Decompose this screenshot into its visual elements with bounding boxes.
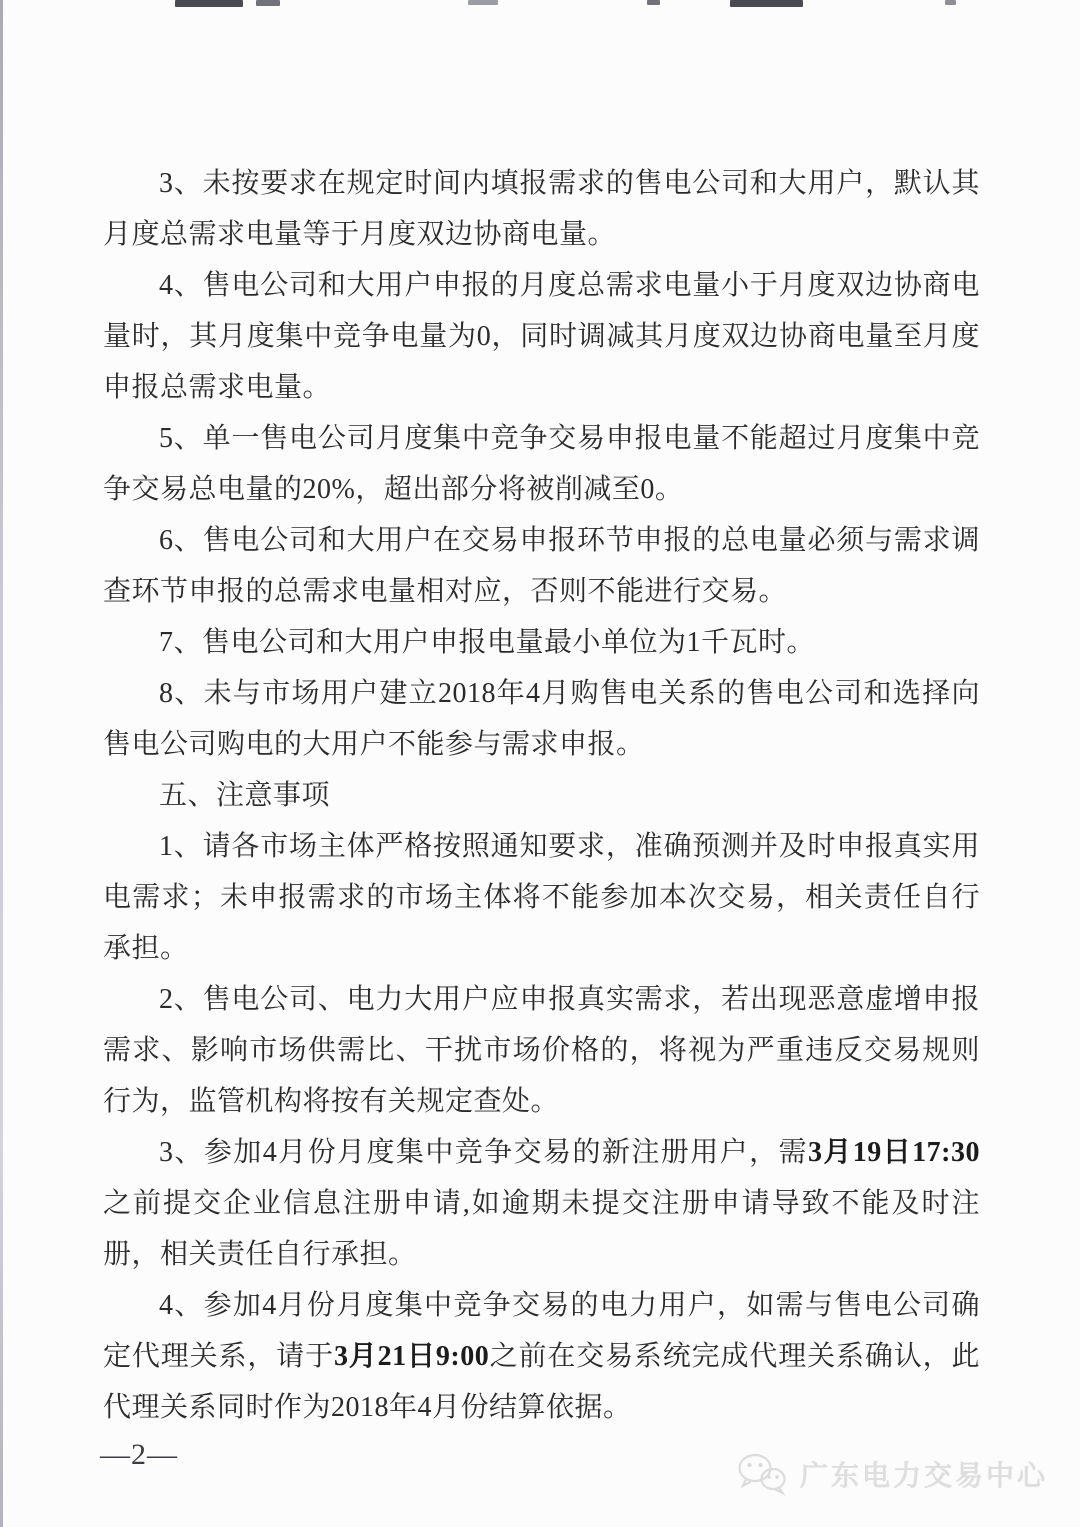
paragraph-note-4 [103,1280,980,1433]
paragraph-rule-5: 5、单一售电公司月度集中竞争交易申报电量不能超过月度集中竞争交易总电量的20%，超出部分将被削减至0。 [103,423,980,505]
paragraph-rule-7: 7、售电公司和大用户申报电量最小单位为1千瓦时。 [159,627,816,658]
paragraph-rule-4: 4、售电公司和大用户申报的月度总需求电量小于月度双边协商电量时，其月度集中竞争电量为0，同时调减其月度双边协商电量至月度申报总需求电量。 [103,270,980,403]
document-body [103,158,980,1433]
note-3-text-cont: 之前提交企业信息注册申请,如逾期未提交注册申请导致不能及时注册，相关责任自行承担。 [103,1188,980,1270]
paragraph-note-1: 1、请各市场主体严格按照通知要求，准确预测并及时申报真实用电需求；未申报需求的市场主体将不能参加本次交易，相关责任自行承担。 [103,831,980,964]
watermark-label: 广东电力交易中心 [799,1460,1048,1491]
section-heading-notes: 五、注意事项 [159,780,331,811]
scan-artifact [175,0,243,7]
paragraph-rule-8: 8、未与市场用户建立2018年4月购售电关系的售电公司和选择向售电公司购电的大用户不能参与需求申报。 [103,678,980,760]
wechat-icon [736,1452,788,1496]
scan-artifact [647,0,660,5]
watermark [736,1452,1048,1496]
page-number: —2— [100,1438,178,1471]
paragraph-rule-3: 3、未按要求在规定时间内填报需求的售电公司和大用户，默认其月度总需求电量等于月度双边协商电量。 [103,168,980,250]
paragraph-note-3 [103,1127,980,1280]
note-4-deadline: 3月21日9:00 [333,1341,490,1372]
left-edge-scan-line [0,0,3,1527]
note-4-text: 4、参加4月份月度集中竞争交易的电力用户，如需与售电公司确定代理关系，请于 [103,1290,980,1372]
paragraph-note-2: 2、售电公司、电力大用户应申报真实需求，若出现恶意虚增申报需求、影响市场供需比、干扰市场价格的，将视为严重违反交易规则行为，监管机构将按有关规定查处。 [103,984,980,1117]
note-4-text-cont: 之前在交易系统完成代理关系确认，此代理关系同时作为2018年4月份结算依据。 [103,1341,980,1423]
paragraph-rule-6: 6、售电公司和大用户在交易申报环节申报的总电量必须与需求调查环节申报的总需求电量相对应，否则不能进行交易。 [103,525,980,607]
scan-artifact [468,0,498,5]
note-3-text: 3、参加4月份月度集中竞争交易的新注册用户，需 [159,1137,808,1168]
scan-artifact [945,0,956,5]
scan-artifact [730,0,803,7]
note-3-deadline: 3月19日17:30 [807,1137,980,1168]
scan-artifact [256,0,280,6]
